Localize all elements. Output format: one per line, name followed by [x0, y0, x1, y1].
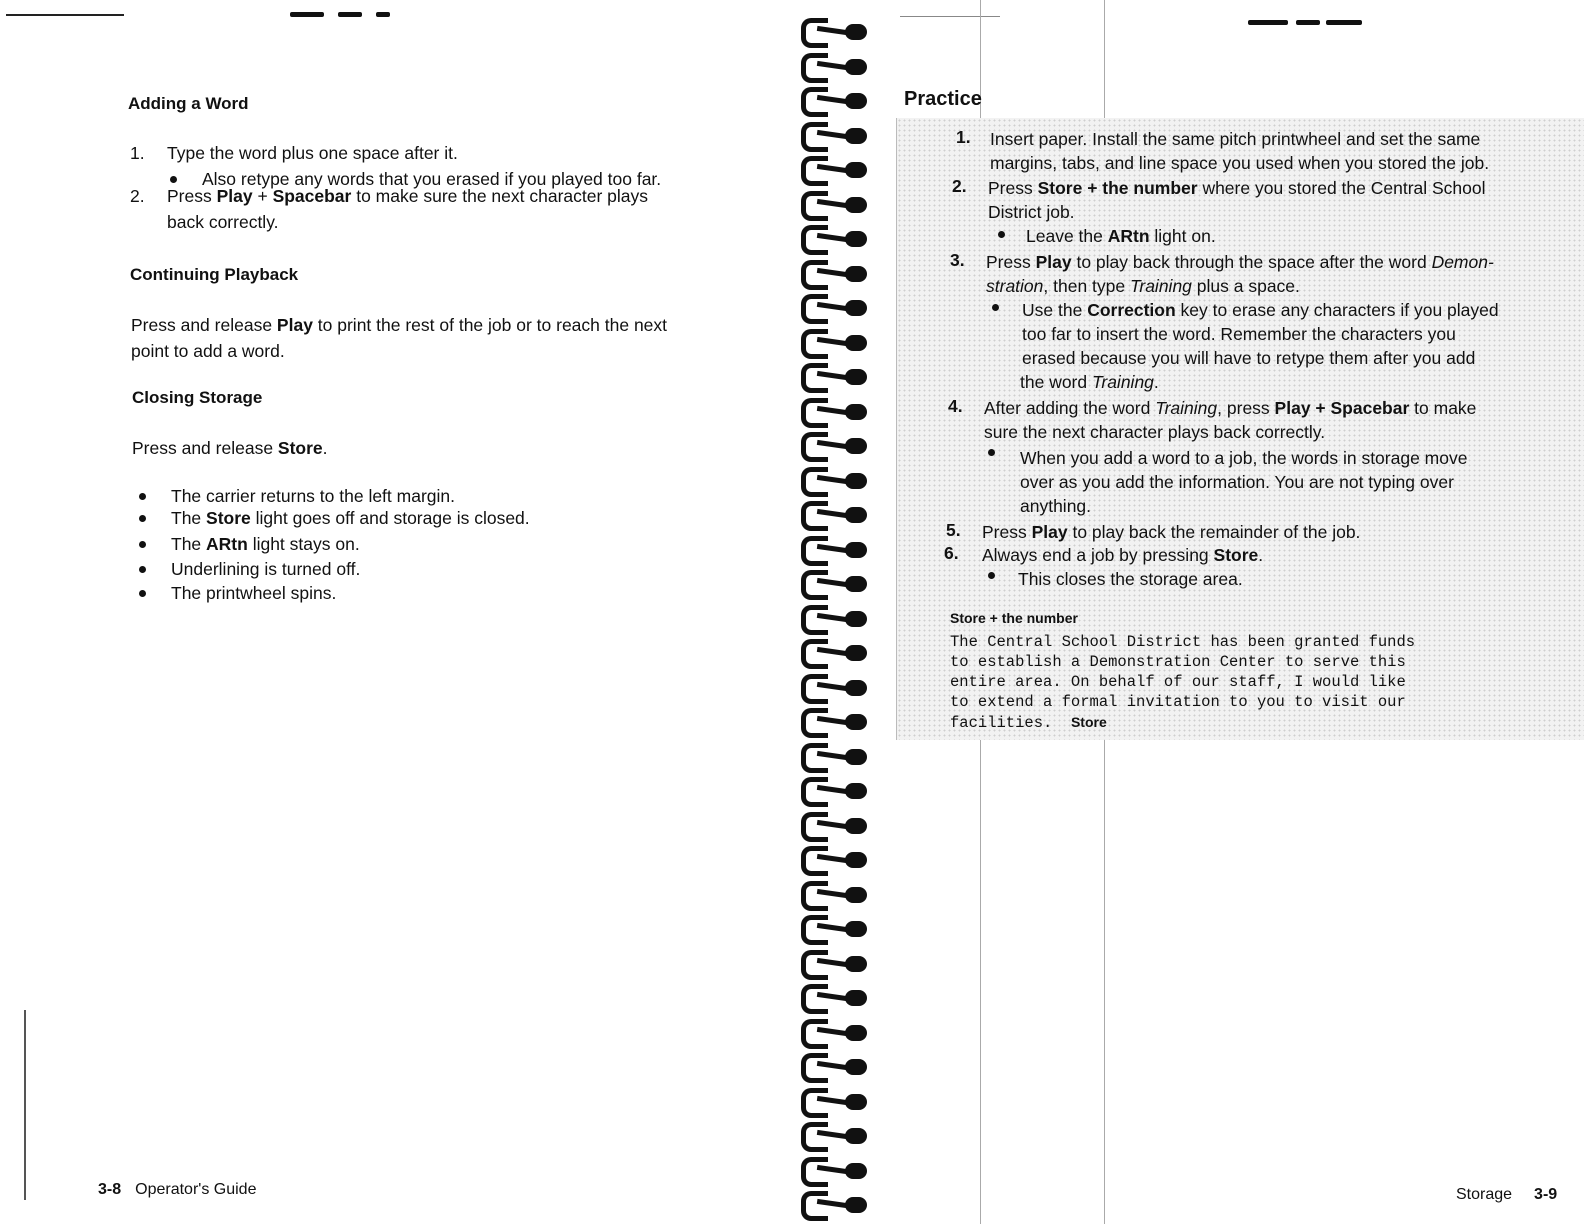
bullet-dot	[139, 541, 146, 548]
code-line	[950, 712, 1107, 733]
text: to make	[1409, 398, 1477, 418]
text: Leave the	[1026, 226, 1108, 246]
key-name: Play	[1035, 252, 1072, 272]
bullet-dot	[998, 231, 1005, 238]
text: Always end a job by pressing	[982, 545, 1214, 565]
spiral-coil	[795, 290, 873, 320]
header-mark	[1296, 20, 1320, 25]
top-rule	[6, 14, 124, 16]
step-2	[130, 183, 770, 235]
spiral-coil	[795, 49, 873, 79]
spiral-coil	[795, 497, 873, 527]
key-name: Store	[1213, 545, 1259, 565]
step-text	[986, 274, 1300, 298]
top-rule	[900, 16, 1000, 17]
bullet-dot	[139, 493, 146, 500]
key-name: Correction	[1087, 300, 1176, 320]
text: light on.	[1149, 226, 1216, 246]
step-number: 1.	[130, 143, 145, 163]
step-number: 2.	[952, 176, 967, 196]
spiral-coil	[795, 670, 873, 700]
text: Demon-	[1431, 252, 1494, 272]
step-text	[988, 176, 1486, 200]
text: , press	[1217, 398, 1275, 418]
bullet-dot	[139, 566, 146, 573]
step-1	[130, 140, 770, 166]
code-store: Store	[1070, 714, 1107, 730]
page-number: 3-8	[98, 1181, 122, 1198]
step-text	[167, 183, 767, 235]
text: +	[252, 186, 273, 206]
key-name: ARtn	[206, 534, 248, 554]
key-name: ARtn	[1107, 226, 1150, 246]
step-text: Type the word plus one space after it.	[167, 143, 458, 163]
step-number: 3.	[950, 250, 965, 270]
text: to make sure the next character plays	[351, 186, 649, 206]
text: light stays on.	[247, 534, 360, 554]
text: .	[1153, 372, 1159, 392]
spiral-coil	[795, 359, 873, 389]
header-mark	[290, 12, 324, 17]
text: point to add a word.	[131, 341, 285, 361]
step-text: margins, tabs, and line space you used when you stored the job.	[990, 153, 1490, 173]
spiral-coil	[795, 532, 873, 562]
spiral-coil	[795, 704, 873, 734]
bullet-text	[1026, 224, 1216, 248]
bullet-dot	[139, 515, 146, 522]
closing-bullet	[139, 531, 759, 557]
step-text: sure the next character plays back correctly.	[984, 422, 1326, 442]
text: .	[322, 438, 328, 458]
text: key to erase any characters if you played	[1175, 300, 1499, 320]
bullet-text	[1020, 370, 1159, 394]
spiral-coil	[795, 221, 873, 251]
text: Use the	[1022, 300, 1088, 320]
bullet-text: anything.	[1020, 496, 1092, 516]
bullet-dot	[988, 449, 995, 456]
text: stration	[986, 276, 1044, 296]
bullet-text: The printwheel spins.	[171, 583, 337, 603]
heading-closing-storage: Closing Storage	[132, 388, 263, 407]
spiral-coil	[795, 566, 873, 596]
text: to play back through the space after the word	[1071, 252, 1432, 272]
spiral-coil	[795, 1153, 873, 1183]
header-mark	[338, 12, 362, 17]
spiral-coil	[795, 187, 873, 217]
header-mark	[1248, 20, 1288, 25]
spiral-coil	[795, 325, 873, 355]
spiral-coil	[795, 739, 873, 769]
spiral-coil	[795, 842, 873, 872]
text: After adding the word	[984, 398, 1156, 418]
text: to print the rest of the job or to reach the next	[312, 315, 668, 335]
step-text	[982, 520, 1360, 544]
text: Training	[1155, 398, 1218, 418]
text: Press and release	[132, 438, 278, 458]
bullet-text: This closes the storage area.	[1018, 569, 1243, 589]
spiral-coil	[795, 428, 873, 458]
closing-bullet	[139, 556, 759, 582]
bullet-dot	[170, 176, 177, 183]
spiral-coil	[795, 946, 873, 976]
code-line: The Central School District has been granted funds	[950, 633, 1416, 651]
step-text	[984, 396, 1476, 420]
page-number: 3-9	[1534, 1186, 1558, 1203]
practice-heading: Practice	[904, 88, 982, 110]
text: Press	[167, 186, 217, 206]
text: Press	[986, 252, 1036, 272]
text: light goes off and storage is closed.	[250, 508, 530, 528]
bullet-text	[1022, 298, 1499, 322]
key-name: Store	[277, 438, 323, 458]
key-name: Play	[1031, 522, 1068, 542]
spiral-coil	[795, 152, 873, 182]
left-page	[0, 0, 790, 1224]
text: Press	[982, 522, 1032, 542]
text: facilities.	[950, 714, 1053, 732]
spiral-coil	[795, 773, 873, 803]
spiral-coil	[795, 808, 873, 838]
spiral-coil	[795, 256, 873, 286]
code-line: to establish a Demonstration Center to serve this	[950, 653, 1406, 671]
key-name: Store + the number	[1037, 178, 1198, 198]
key-name: Play	[216, 186, 253, 206]
text: The	[171, 534, 207, 554]
footer-title: Storage	[1456, 1186, 1513, 1203]
bullet-text: When you add a word to a job, the words in storage move	[1020, 448, 1468, 468]
text: Press and release	[131, 315, 277, 335]
code-line: entire area. On behalf of our staff, I would like	[950, 673, 1406, 691]
text: Training	[1091, 372, 1154, 392]
step-number: 2.	[130, 186, 145, 206]
text: The	[171, 508, 207, 528]
spiral-coil	[795, 601, 873, 631]
continuing-paragraph	[131, 312, 771, 364]
spiral-coil	[795, 911, 873, 941]
spiral-coil	[795, 83, 873, 113]
spiral-coil	[795, 1187, 873, 1217]
spiral-coil	[795, 463, 873, 493]
text: , then type	[1043, 276, 1130, 296]
spiral-coil	[795, 1118, 873, 1148]
code-label: Store + the number	[950, 610, 1078, 626]
bullet-dot	[988, 572, 995, 579]
spiral-coil	[795, 1049, 873, 1079]
step-text: Insert paper. Install the same pitch printwheel and set the same	[990, 129, 1481, 149]
footer-title: Operator's Guide	[135, 1181, 257, 1198]
spiral-coil	[795, 980, 873, 1010]
spiral-coil	[795, 394, 873, 424]
step-number: 1.	[956, 127, 971, 147]
text: the word	[1020, 372, 1092, 392]
text: Training	[1129, 276, 1192, 296]
code-line: to extend a formal invitation to you to visit our	[950, 693, 1406, 711]
spiral-coil	[795, 877, 873, 907]
bullet-text: over as you add the information. You are not typing over	[1020, 472, 1454, 492]
bullet-dot	[992, 304, 999, 311]
step-text: District job.	[988, 202, 1075, 222]
bullet-text: Also retype any words that you erased if you played too far.	[202, 169, 662, 189]
bullet-text: too far to insert the word. Remember the characters you	[1022, 324, 1456, 344]
heading-continuing-playback: Continuing Playback	[130, 265, 299, 284]
closing-bullet	[139, 505, 759, 531]
bullet-text	[171, 531, 360, 557]
step-number: 5.	[946, 520, 961, 540]
text: back correctly.	[167, 212, 279, 232]
key-name: Store	[206, 508, 251, 528]
text: where you stored the Central School	[1197, 178, 1486, 198]
right-page	[880, 0, 1584, 1224]
spiral-coil	[795, 14, 873, 44]
step-text	[986, 250, 1494, 274]
text: Press	[988, 178, 1038, 198]
text: .	[1258, 545, 1264, 565]
page-footer	[98, 1181, 256, 1199]
header-mark	[376, 12, 390, 17]
text: to play back the remainder of the job.	[1067, 522, 1361, 542]
closing-bullet	[139, 580, 759, 606]
spiral-coil	[795, 635, 873, 665]
text: plus a space.	[1191, 276, 1300, 296]
step-number: 4.	[948, 396, 963, 416]
closing-paragraph	[132, 435, 772, 461]
bullet-text: erased because you will have to retype them after you add	[1022, 348, 1476, 368]
spiral-coil	[795, 118, 873, 148]
key-name: Play + Spacebar	[1274, 398, 1410, 418]
step-text	[982, 543, 1263, 567]
margin-line	[24, 1010, 26, 1200]
key-name: Play	[276, 315, 313, 335]
page-footer	[1456, 1186, 1557, 1204]
spiral-binding	[795, 0, 880, 1224]
bullet-text	[171, 505, 530, 531]
key-name: Spacebar	[272, 186, 352, 206]
header-mark	[1326, 20, 1362, 25]
spiral-coil	[795, 1084, 873, 1114]
spiral-coil	[795, 1015, 873, 1045]
bullet-text: Underlining is turned off.	[171, 559, 361, 579]
bullet-text: The carrier returns to the left margin.	[171, 486, 455, 506]
bullet-dot	[139, 590, 146, 597]
heading-adding-a-word: Adding a Word	[128, 94, 249, 113]
step-number: 6.	[944, 543, 959, 563]
